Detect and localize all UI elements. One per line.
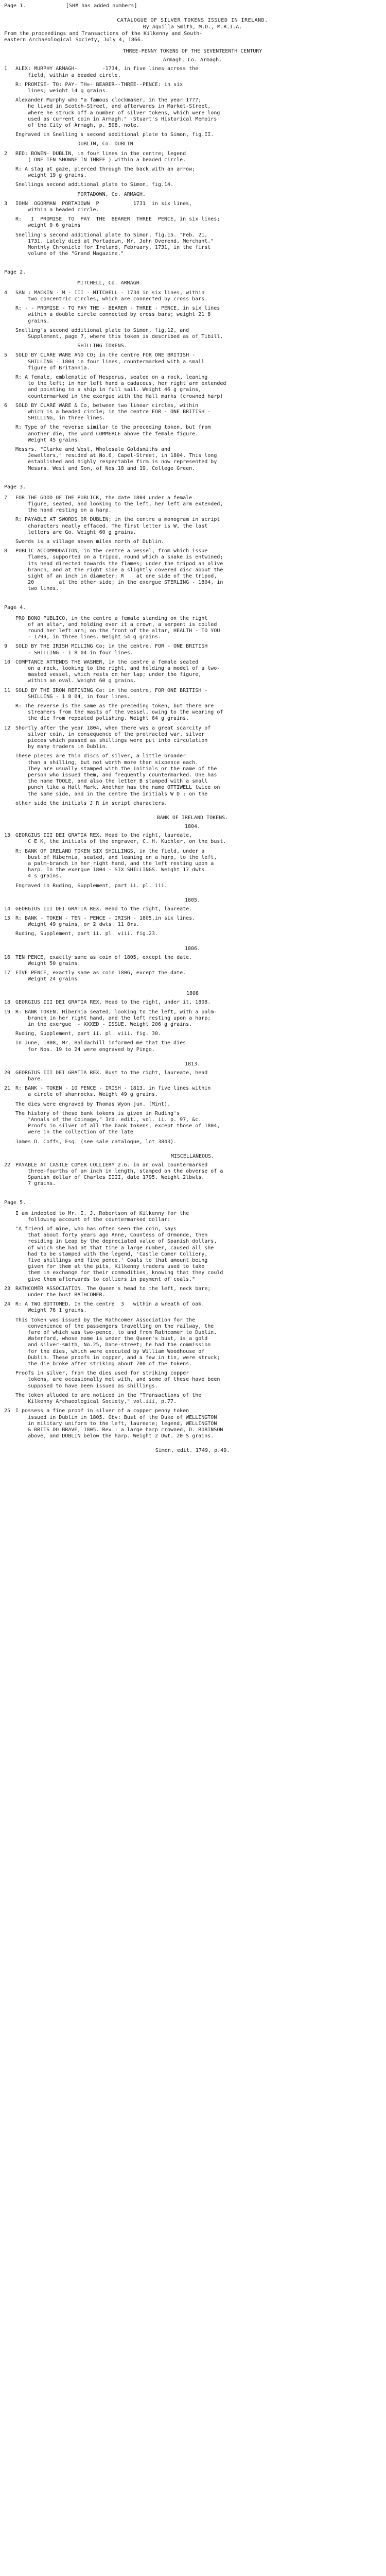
page2-label: Page 2.	[4, 269, 26, 276]
entry-number: 11	[4, 687, 11, 693]
entry-text: Ruding, Supplement, part ii. pl. viii. fig.23.	[15, 931, 158, 937]
catalogue-entry	[4, 725, 381, 751]
entry-text: GEORGIUS III DEI GRATIA REX. Head to the right, under it, 1808.	[15, 999, 211, 1006]
entry-number	[4, 447, 15, 472]
catalogue-entry	[4, 1031, 381, 1037]
entry-number	[4, 1111, 15, 1136]
catalogue-entry	[4, 403, 381, 422]
entry-number	[4, 517, 15, 536]
entry-number	[4, 1031, 15, 1037]
catalogue-entry	[4, 1370, 381, 1389]
catalogue-entry	[4, 539, 381, 545]
page2-entries	[4, 280, 381, 474]
section-title: THREE-PENNY TOKENS OF THE SEVENTEENTH CENTURY	[122, 48, 262, 55]
entry-text: SOLD BY THE IRISH MILLING Co; in the centre, FOR - ONE BRITISH - SHILLING - 1 8 04 in four lines.	[15, 643, 208, 656]
entry-text: R: BANK - TOKEN - 10 PENCE - IRISH - 1813, in five lines within a circle of shamrocks. Weight 49 g grains.	[15, 1086, 211, 1098]
catalogue-entry	[4, 955, 381, 967]
entry-text: The token alluded to are noticed in the "Transactions of the Kilkenny Archaeological Society," vol.iii, p.77.	[15, 1392, 202, 1405]
entry-number	[4, 1040, 15, 1053]
entry-number: 3	[4, 200, 8, 207]
entry-text: R: The reverse is the same as the preceding token, but there are streamers from the masts of the vessel, owing to the wearing of the die from repeated polishing. Weight 64 g grains.	[15, 703, 223, 722]
entry-text: IOHN OGORMAN PORTADOWN P 1731 in six lines, within a beaded circle.	[15, 200, 192, 213]
catalogue-entry	[4, 141, 381, 147]
entry-text: Messrs. "Clarke and West, Wholesale Goldsmiths and Jewellers," resided at No.6, Capel-Street, in 1804. This long established and highly respectable firm is now represented by Messrs. West and Son, of Nos.18 and 19, College Green.	[15, 446, 217, 471]
footer-reference: Simon, edit. 1749, p.49.	[155, 1448, 230, 1454]
entry-text: Shortly after the year 1804, when there was a great scarcity of silver coin, in consequence of the protracted war, silver pieces which passed as shillings were put into circulation by many traders in Dublin.	[15, 725, 211, 750]
entry-text: SOLD BY THE IRON REFINING Co: in the centre, FOR ONE BRITISH - SHILLING - 1 8 04, in four lines.	[15, 687, 208, 700]
catalogue-entry	[4, 166, 381, 179]
entry-text: R: PAYABLE AT SWORDS OR DUBLIN; in the centre a monogram in script characters neatly effaced. The first letter is W, the last letters are Go. Weight 60 g grains.	[15, 517, 220, 535]
catalogue-entry	[4, 306, 381, 325]
catalogue-entry	[4, 447, 381, 472]
entry-text: R: BANK - TOKEN - TEN - PENCE - IRISH - 1805,in six lines. Weight 49 grains, or 2 dwts. 11 8rs.	[15, 915, 196, 928]
entry-number: 14	[4, 906, 11, 912]
entry-number: 22	[4, 1162, 11, 1168]
entry-number: 9	[4, 643, 8, 650]
catalogue-entry	[4, 1070, 381, 1082]
entry-text: Snellings second additional plate to Simon, fig.14.	[15, 182, 174, 188]
entry-text: R: I PROMISE TO PAY THE BEARER THREE PENCE, in six lines; weight 9 6 grains	[15, 216, 220, 229]
entry-number: 23	[4, 1285, 11, 1292]
entry-number	[4, 1393, 15, 1405]
entry-text: PAYABLE AT CASTLE COMER COLLIERY 2.6. in an oval countermarked three-fourths of an inch in length, stamped on the obverse of a Spanish dollar of Charles IIII, date 1795. Weight 2lbwts. 7 grains.	[15, 1162, 223, 1187]
page5-label: Page 5.	[4, 1199, 26, 1206]
entry-text: PRO BONO PUBLICO, in the centre a female standing on the right of an altar, and holding over it a crown, a serpent is coiled round her left arm; on the front of the altar, HEALTH - TO YOU - 1799, in three lines. Weight 54 g grains.	[15, 615, 220, 640]
entry-number: 2	[4, 150, 8, 157]
entry-text: James D. Coffs, Esq. (see sale catalogue, lot 3843).	[15, 1139, 177, 1145]
entry-number: 7	[4, 495, 8, 501]
catalogue-entry	[4, 548, 381, 592]
entry-text: GEORGIUS III DEI GRATIA REX. Head to the right, laureate.	[15, 906, 192, 912]
entry-number: 1	[4, 66, 8, 72]
catalogue-entry	[4, 999, 381, 1006]
entries-1805	[4, 906, 381, 941]
page5-entries	[4, 1211, 381, 1443]
catalogue-entry	[4, 1211, 381, 1223]
entry-number	[4, 328, 15, 340]
catalogue-entry	[4, 883, 381, 889]
entry-text: SHILLING TOKENS.	[15, 343, 127, 349]
entry-text: Snelling's second additional plate to Simon, fig.15. "Feb. 21, 1731. Lately died at Portadown, Mr. John Overend, Merchant." Monthly Chronicle for Ireland, February, 1731, in the first volume of the "Grand Magazine."	[15, 232, 214, 257]
entry-number	[4, 539, 15, 545]
entry-number: 12	[4, 725, 11, 731]
entry-number: 8	[4, 548, 8, 554]
entry-number	[4, 82, 15, 94]
catalogue-entry	[4, 849, 381, 880]
entry-number	[4, 343, 15, 349]
entry-number	[4, 1317, 15, 1368]
entry-text: This token was issued by the Rathcomer Association for the convenience of the passengers travelling on the railway, the fare of which was two-pence, to and from Rathcomer to Dublin. Waterford, whose name is under the Queen's bust, is a gold and silver-smith, No.25, Dame-street; he had the commission for the dies, which were executed by William Woodhouse of Dublin. These proofs in copper, and a few in tin, were struck; the die broke after striking about 700 of the tokens.	[15, 1317, 220, 1367]
catalogue-entry	[4, 1286, 381, 1298]
entry-text: SAN : MACKIN - M - III - MITCHELL - 1734 in six lines, within two concentric circles, which are connected by cross bars.	[15, 290, 208, 302]
entry-number	[4, 166, 15, 179]
entry-number	[4, 306, 15, 325]
entry-text: R: BANK OF IRELAND TOKEN SIX SHILLINGS, in the field, under a bust of Hibernia, seated, and leaning on a harp, to the left, a palm-branch in her right hand, and the left resting upon a harp. In the exergue 1804 - SIX SHILLINGS. Weight 17 dwts. 4 s grains.	[15, 848, 217, 879]
entry-number: 6	[4, 402, 8, 409]
catalogue-entry	[4, 753, 381, 797]
catalogue-entry	[4, 232, 381, 258]
entry-text: COMPTANCE ATTENDS THE WASHER, in the centre a female seated on a rock, looking to the right, and holding a model of a two- masted vessel, which rests on her lap; under the figure, within an oval. Weight 60 g grains.	[15, 659, 220, 684]
entry-number: 24	[4, 1301, 11, 1308]
catalogue-entry	[4, 151, 381, 163]
entries-1813	[4, 1070, 381, 1148]
entry-text: The dies were engraved by Thomas Wyon jun. (Mint).	[15, 1101, 171, 1107]
entry-text: "A friend of mine, who has often seen the coin, says that about forty years ago Anne, Countess of Ormonde, then residing in Leap by the depreciated value of Spanish dollars, of which she had at that time a large number, caused all she had to be stamped with the legend, 'Castle Comer Colliery, five shillings and five pence.' Coals to that amount being given for them at the pits, Kilkenny traders used to take them in exchange for their commodities, knowing that they could give them afterwards to colliers in payment of coals."	[15, 1226, 223, 1282]
entry-number	[4, 1370, 15, 1389]
entry-number: 21	[4, 1086, 11, 1092]
catalogue-entry	[4, 1101, 381, 1108]
entry-text: R: BANK TOKEN. Hibernia seated, looking to the left, with a palm- branch in her right hand, and the left resting upon a harp; in the exergue - XXXED - ISSUE. Weight 206 g grains.	[15, 1009, 217, 1027]
catalogue-entry	[4, 82, 381, 94]
entry-text: PORTADOWN, Co. ARMAGH.	[15, 191, 146, 197]
page1-entries	[4, 66, 381, 260]
entry-text: R: Type of the reverse similar to the preceding token, but from another die, the word COMMERCE above the female figure. Weight 45 grains.	[15, 425, 211, 443]
editor-note: [SH# has added numbers]	[66, 3, 137, 9]
entry-number: 25	[4, 1408, 11, 1414]
entry-text: R: A stag at gaze, pierced through the back with an arrow; weight 19 g grains.	[15, 166, 196, 179]
catalogue-entry	[4, 1111, 381, 1136]
entry-number	[4, 1226, 15, 1283]
document-title: CATALOGUE OF SILVER TOKENS ISSUED IN IRELAND.	[117, 18, 268, 23]
catalogue-entry	[4, 801, 381, 807]
catalogue-entry	[4, 192, 381, 198]
entry-number: 17	[4, 970, 11, 976]
intro-paragraph: From the proceedings and Transactions of the Kilkenny and South- eastern Archaeological Society, July 4, 1866.	[4, 31, 203, 43]
year-heading-1806: 1806.	[184, 945, 201, 952]
entry-number: 4	[4, 290, 8, 296]
catalogue-entry	[4, 1162, 381, 1188]
entries-1806	[4, 955, 381, 986]
catalogue-entry	[4, 970, 381, 982]
entry-number	[4, 192, 15, 198]
catalogue-entry	[4, 375, 381, 400]
entry-number	[4, 931, 15, 937]
entry-number: 16	[4, 954, 11, 960]
entry-text: Snelling's second additional plate to Simon, fig.12, and Supplement, page 7, where this token is described as of Tibill.	[15, 327, 223, 340]
entry-text: RED: BOWEN- DUBLIN, in four lines in the centre; legend ( ONE TEN SHOWNE IN THREE ) within a beaded circle.	[15, 150, 186, 163]
catalogue-entry	[4, 352, 381, 371]
entry-text: In June, 1808, Mr. Baldachill informed me that the dies for Nos. 19 to 24 were engraved by Pingo.	[15, 1040, 186, 1053]
entry-text: Swords is a village seven miles north of Dublin.	[15, 538, 164, 545]
catalogue-entry	[4, 643, 381, 656]
page4-entries	[4, 616, 381, 810]
catalogue-entry	[4, 703, 381, 722]
catalogue-entry	[4, 1086, 381, 1098]
catalogue-entry	[4, 1301, 381, 1314]
catalogue-entry	[4, 66, 381, 78]
entry-text: I am indebted to Mr. I. J. Robertson of Kilkenny for the following account of the countermarked dollar:	[15, 1210, 189, 1223]
entry-text: Proofs in silver, from the dies used for striking copper tokens, are occasionally met with, and some of these have been supposed to have been issued as shillings.	[15, 1370, 220, 1389]
entry-text: R: - - PROMISE - TO PAY THE - BEARER - THREE - PENCE, in six lines within a double circle connected by cross bars; weight 21 8 grains.	[15, 306, 220, 324]
entry-number	[4, 375, 15, 400]
entry-number: 19	[4, 1009, 11, 1015]
catalogue-entry	[4, 1040, 381, 1053]
entry-number	[4, 232, 15, 258]
entry-number	[4, 425, 15, 444]
catalogue-entry	[4, 132, 381, 138]
catalogue-entry	[4, 1009, 381, 1028]
bank-heading: BANK OF IRELAND TOKENS.	[156, 815, 229, 821]
entry-text: TEN PENCE, exactly same as coin of 1805, except the date. Weight 50 grains.	[15, 954, 192, 967]
entry-text: Ruding, Supplement, part ii. pl. viii. fig. 30.	[15, 1031, 161, 1037]
entry-text: SOLD BY CLARE WARE & Co, between two linear circles, within which is a beaded circle; in the centre FOR - ONE BRITISH - SHILLING, in three lines.	[15, 402, 211, 421]
catalogue-entry	[4, 1393, 381, 1405]
page3-label: Page 3.	[4, 484, 26, 490]
entry-number: 13	[4, 833, 11, 839]
bank-entries	[4, 833, 381, 892]
entry-number	[4, 280, 15, 286]
entry-number: 15	[4, 915, 11, 921]
catalogue-entry	[4, 1317, 381, 1368]
page-header	[4, 3, 381, 12]
entry-number	[4, 216, 15, 229]
catalogue-entry	[4, 290, 381, 302]
year-heading-1808: 1808	[186, 991, 199, 997]
misc-entries	[4, 1162, 381, 1191]
entry-number: 20	[4, 1070, 11, 1076]
misc-heading: MISCELLANEOUS.	[170, 1153, 215, 1159]
entry-text: PUBLIC ACCOMMODATION, in the centre a vessel, from which issue flames, supported on a tripod, round which a snake is entwined; its head directed towards the flames; under the tripod an olive branch, and at the right side a slightly covered disc about the sight of an inch in diameter; R at one side of the tripod, 20 at the other side; in the exergue STERLING - 1804, in two lines.	[15, 548, 223, 592]
entry-number: 5	[4, 352, 8, 359]
catalogue-entry	[4, 97, 381, 129]
catalogue-entry	[4, 425, 381, 444]
author-byline: By Aquilla Smith, M.D., M.R.I.A.	[143, 24, 242, 30]
year-heading-1804: 1804.	[184, 824, 201, 830]
catalogue-entry	[4, 201, 381, 213]
entry-text: R: PROMISE- TO: PAY- TH=- BEARER--THREE--PENCE: in six lines; weight 14 g grains.	[15, 81, 183, 94]
entry-text: other side the initials J R in script characters.	[15, 800, 168, 806]
catalogue-entry	[4, 916, 381, 928]
entry-text: The history of these bank tokens is given in Ruding's "Annals of the Coinage," 3rd. edit., vol. ii. p. 97, &c. Proofs in silver of all the bank tokens, except those of 1804, were in the collection of the late	[15, 1110, 220, 1136]
catalogue-entry	[4, 343, 381, 349]
catalogue-entry	[4, 931, 381, 937]
entry-text: GEORGIUS III DEI GRATIA REX. Head to the right, laureate, C E K, the initials of the engraver, C. H. Kuchler, on the bust.	[15, 833, 226, 845]
entry-text: GEORGIUS III DEI GRATIA REX. Bust to the right, laureate, head bare.	[15, 1070, 208, 1082]
entry-text: RATHCOMER ASSOCIATION. The Queen's head to the left, neck bare; under the bust RATHCOMER.	[15, 1285, 211, 1298]
entry-text: FOR THE GOOD OF THE PUBLICK, the date 1804 under a female figure, seated, and looking to the left, her left arm extended, the hand resting on a harp.	[15, 495, 223, 514]
catalogue-entry	[4, 833, 381, 845]
entry-number	[4, 1211, 15, 1223]
entry-number	[4, 1139, 15, 1145]
catalogue-entry	[4, 688, 381, 700]
catalogue-entry	[4, 280, 381, 286]
entry-number	[4, 883, 15, 889]
entry-text: Engraved in Ruding, Supplement, part ii. pl. iii.	[15, 883, 168, 889]
entry-number	[4, 141, 15, 147]
entry-number: 18	[4, 999, 11, 1006]
entry-number	[4, 182, 15, 188]
page4-label: Page 4.	[4, 604, 26, 611]
entry-text: FIVE PENCE, exactly same as coin 1806, except the date. Weight 24 grains.	[15, 970, 186, 982]
entry-text: These pieces are thin discs of silver, a little broader than a shilling, but not worth more than sixpence each. They are usually stamped with the initials or the name of the person who issued them, and frequently countermarked. One has the name TOOLE, and also the letter B stamped with a small punch like a Hall Mark. Another has the name OTTIWELL twice on the same side, and in the centre the initials W D : on the	[15, 753, 220, 797]
catalogue-entry	[4, 182, 381, 188]
entry-number	[4, 849, 15, 880]
entry-text: ALEX: MURPHY ARMAGH- -1734, in five lines across the field, within a beaded circle.	[15, 66, 199, 78]
catalogue-entry	[4, 1226, 381, 1283]
catalogue-entry	[4, 906, 381, 912]
year-heading-1805: 1805.	[184, 897, 201, 903]
entry-number	[4, 703, 15, 722]
catalogue-entry	[4, 1139, 381, 1145]
place-heading: Armagh, Co. Armagh.	[163, 57, 222, 63]
catalogue-entry	[4, 328, 381, 340]
entry-text: R: A female, emblematic of Hesperus, seated on a rock, leaning to the left; in her left hand a cadaceus, her right arm extended and pointing to a ship in full sail. Weight 46 g grains, countermarked in the exergue with the Hall marks (crowned harp)	[15, 374, 226, 399]
catalogue-entry	[4, 495, 381, 514]
entry-number	[4, 1101, 15, 1108]
catalogue-entry	[4, 517, 381, 536]
entry-number	[4, 132, 15, 138]
entry-text: Engraved in Snelling's second additional plate to Simon, fig.II.	[15, 132, 214, 138]
page3-entries	[4, 495, 381, 596]
entry-text: Alexander Murphy who "a famous clockmaker, in the year 1777; he lived in Scotch-Street, and afterwards in Market-Street, where he struck off a number of silver tokens, which were long used as current coin in Armagh." -Stuart's Historical Memoirs of the City of Armagh, p. 508, note.	[15, 97, 220, 129]
entry-number	[4, 97, 15, 129]
catalogue-entry	[4, 616, 381, 641]
entry-number	[4, 616, 15, 641]
catalogue-entry	[4, 659, 381, 685]
year-heading-1813: 1813.	[184, 1061, 201, 1067]
entry-text: MITCHELL, Co. ARMAGH.	[15, 280, 143, 286]
entry-text: I possess a fine proof in silver of a copper penny token issued in Dublin in 1805. Obv: Bust of the Duke of WELLINGTON in military uniform to the left, laureate; legend, WELLINGTON & BRITS DO BRAVE, 1805. Rev.: a large harp crowned, D. ROBINSON above, and DUBLIN below the harp. Weight 2 Dwt. 20 S grains.	[15, 1408, 223, 1439]
entry-text: SOLD BY CLARE WARE AND CO; in the centre FOR ONE BRITISH - SHILLING - 1804 in four lines, countermarked with a small figure of Britannia.	[15, 352, 205, 371]
entry-number	[4, 753, 15, 797]
catalogue-entry	[4, 1408, 381, 1439]
entry-number	[4, 801, 15, 807]
entry-text: DUBLIN, Co. DUBLIN	[15, 141, 133, 147]
page-number: Page 1.	[4, 3, 26, 9]
catalogue-entry	[4, 216, 381, 229]
entry-text: R: A TWO BOTTOMED. In the centre 3 within a wreath of oak. Weight 76 1 grains.	[15, 1301, 205, 1314]
entry-number: 10	[4, 659, 11, 665]
entries-1808	[4, 999, 381, 1056]
